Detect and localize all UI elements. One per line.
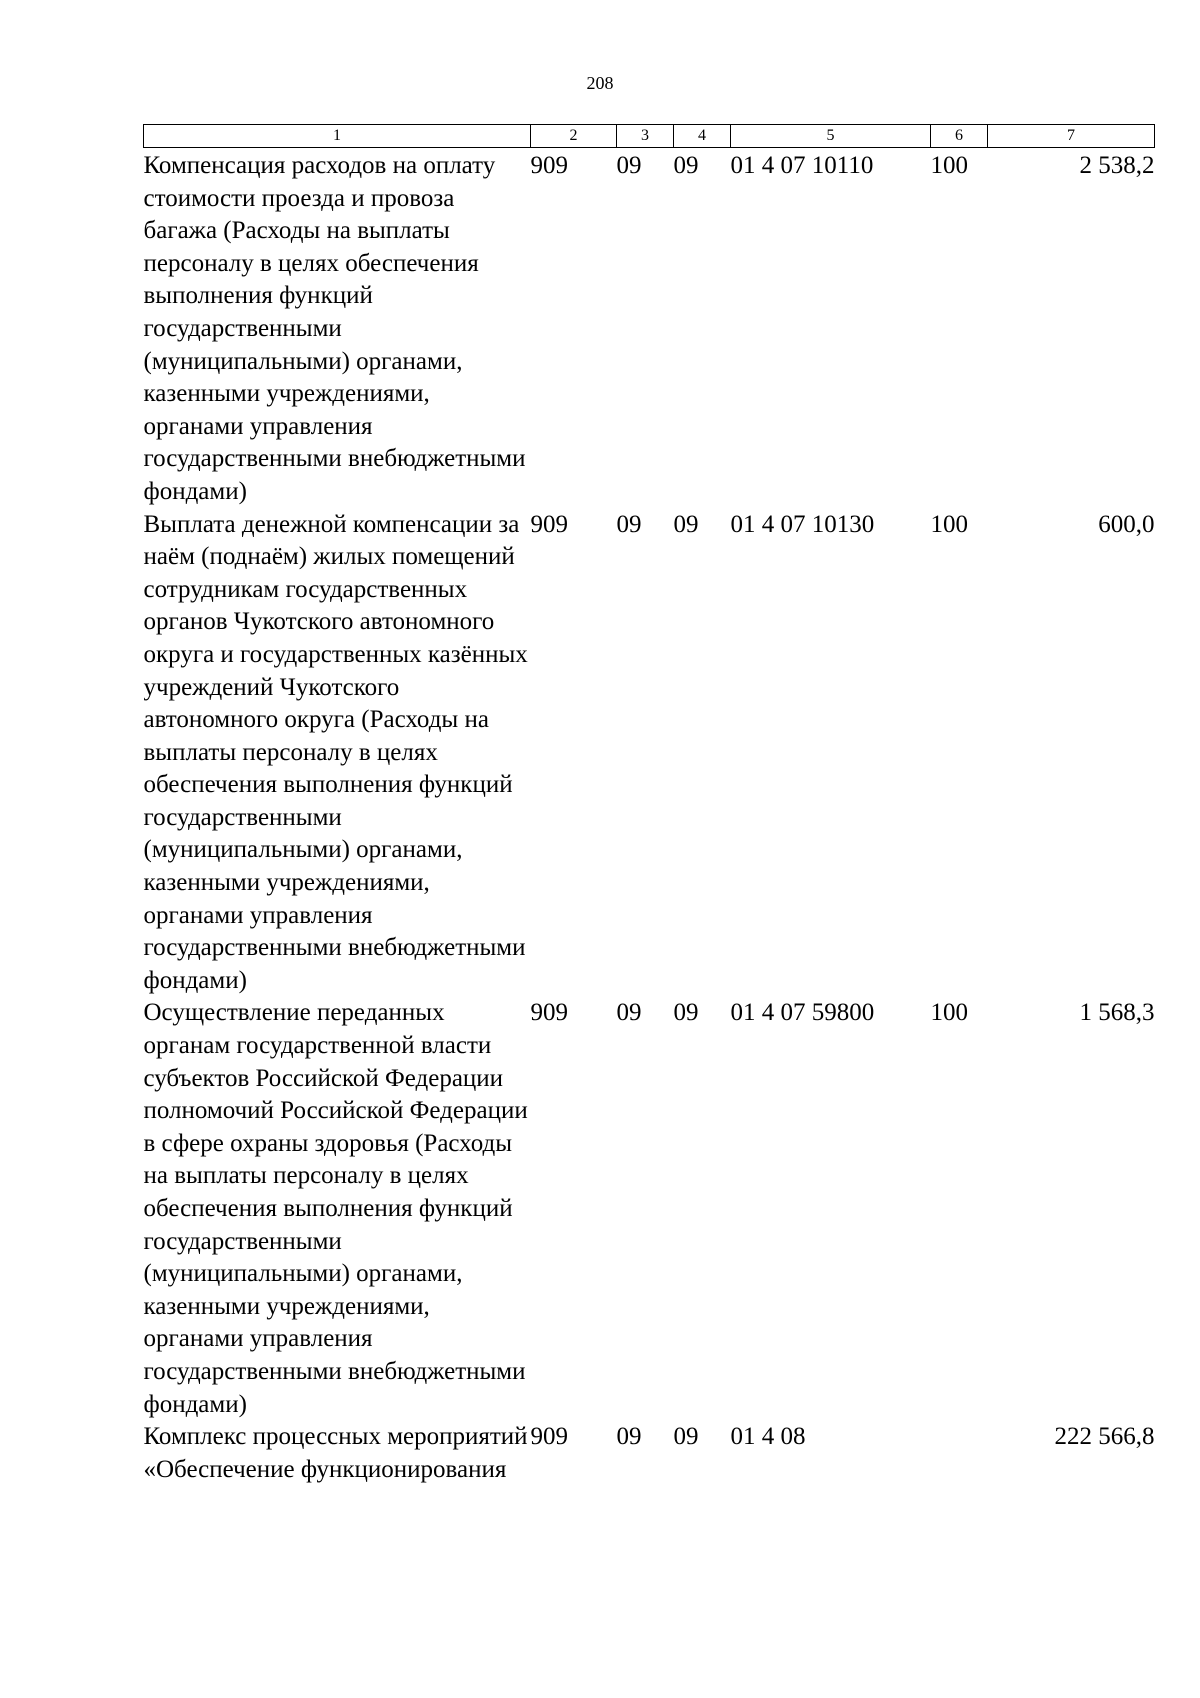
table-header bbox=[144, 125, 1155, 148]
row-section: 09 bbox=[616, 152, 642, 179]
table-row bbox=[144, 509, 1155, 998]
header-col-5: 5 bbox=[731, 125, 931, 148]
table-row bbox=[144, 997, 1155, 1421]
row-expense-type: 100 bbox=[930, 510, 968, 538]
row-expense-type: 100 bbox=[930, 152, 968, 179]
header-col-7: 7 bbox=[988, 125, 1155, 148]
row-target-article: 01 4 07 10130 bbox=[730, 510, 875, 538]
row-section: 09 bbox=[616, 1423, 642, 1451]
row-subsection: 09 bbox=[673, 152, 699, 179]
row-target-article: 01 4 07 10110 bbox=[730, 152, 874, 179]
row-subsection: 09 bbox=[673, 510, 699, 538]
row-amount: 1 568,3 bbox=[1079, 999, 1155, 1027]
row-target-article: 01 4 08 bbox=[730, 1423, 806, 1451]
budget-table bbox=[143, 124, 1155, 1486]
row-section: 09 bbox=[616, 999, 642, 1027]
header-col-1: 1 bbox=[144, 125, 531, 148]
row-amount: 2 538,2 bbox=[1079, 152, 1155, 179]
row-ministry-code: 909 bbox=[530, 1423, 568, 1451]
table-body bbox=[144, 148, 1155, 1487]
header-col-6: 6 bbox=[931, 125, 988, 148]
row-ministry-code: 909 bbox=[530, 152, 568, 179]
row-subsection: 09 bbox=[673, 1423, 699, 1451]
header-col-3: 3 bbox=[617, 125, 674, 148]
row-ministry-code: 909 bbox=[530, 999, 568, 1027]
row-ministry-code: 909 bbox=[530, 510, 568, 538]
row-amount: 222 566,8 bbox=[1054, 1423, 1155, 1451]
header-row bbox=[144, 125, 1155, 148]
row-name: Комплекс процессных мероприятий «Обеспечение функционирования bbox=[143, 1423, 528, 1483]
row-expense-type bbox=[931, 1421, 988, 1486]
row-subsection: 09 bbox=[673, 999, 699, 1027]
header-col-4: 4 bbox=[674, 125, 731, 148]
row-section: 09 bbox=[616, 510, 642, 538]
row-name: Компенсация расходов на оплату стоимости проезда и провоза багажа (Расходы на выплаты персоналу в целях обеспечения выполнения функций государственными (муниципальными) органами, казенными учреждениями, органами управления государственными внебюджетными фондами) bbox=[143, 152, 526, 505]
row-name: Осуществление переданных органам государственной власти субъектов Российской Федерации полномочий Российской Федерации в сфере охраны здоровья (Расходы на выплаты персоналу в целях обеспечения выполнения функций государственными (муниципальными) органами, казенными учреждениями, органами управления государственными внебюджетными фондами) bbox=[143, 999, 528, 1418]
row-name: Выплата денежной компенсации за наём (поднаём) жилых помещений сотрудникам государственных органов Чукотского автономного округа и государственных казённых учреждений Чукотского автономного округа (Расходы на выплаты персоналу в целях обеспечения выполнения функций государственными (муниципальными) органами, казенными учреждениями, органами управления государственными внебюджетными фондами) bbox=[143, 510, 528, 994]
row-target-article: 01 4 07 59800 bbox=[730, 999, 875, 1027]
row-amount: 600,0 bbox=[1098, 510, 1155, 538]
page-number: 208 bbox=[586, 73, 614, 93]
header-col-2: 2 bbox=[531, 125, 617, 148]
row-expense-type: 100 bbox=[930, 999, 968, 1027]
table-row bbox=[144, 1421, 1155, 1486]
table-row bbox=[144, 148, 1155, 509]
